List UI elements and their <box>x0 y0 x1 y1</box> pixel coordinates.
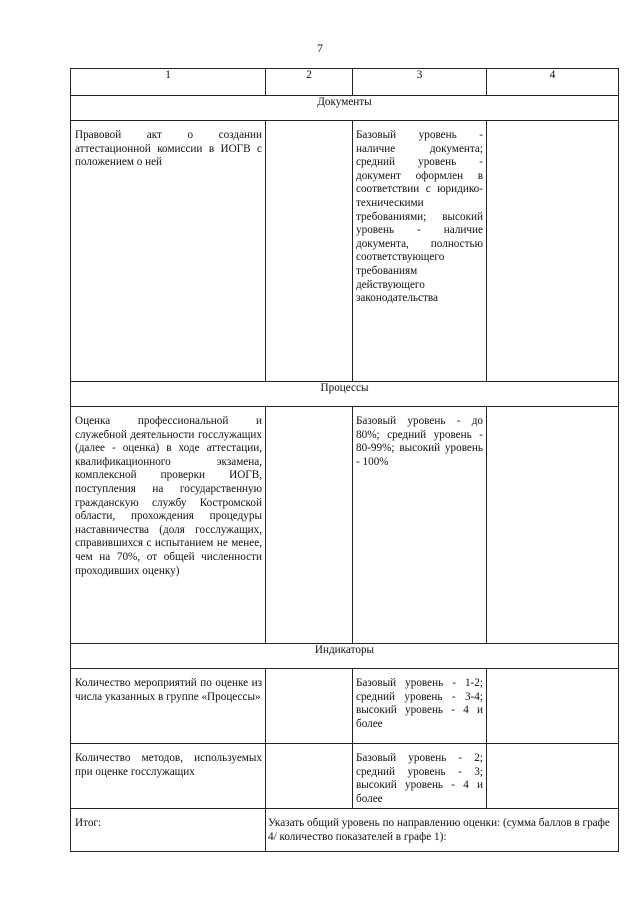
table-row <box>71 744 619 809</box>
empty-cell <box>266 669 353 744</box>
assessment-table <box>70 68 619 852</box>
table-row <box>71 407 619 644</box>
criterion-cell <box>71 744 266 809</box>
criterion-text: Правовой акт о создании аттестационной комиссии в ИОГВ с положением о ней <box>75 129 262 169</box>
table-header-row <box>71 69 619 96</box>
total-text: Указать общий уровень по направлению оценки: (сумма баллов в графе 4/ количество показателей в графе 1): <box>268 817 610 843</box>
column-header-1: 1 <box>71 69 266 96</box>
criterion-cell <box>71 407 266 644</box>
score-cell <box>487 669 619 744</box>
levels-text: Базовый уровень - 2; средний уровень - 3; высокий уровень - 4 и более <box>356 752 483 805</box>
empty-cell <box>266 744 353 809</box>
page-number: 7 <box>317 41 323 55</box>
section-row-documents <box>71 96 619 121</box>
criterion-text: Оценка профессиональной и служебной деятельности госслужащих (далее - оценка) в ходе аттестации, квалификационного экзамена, комплексной проверки ИОГВ, поступления на государственную гражданскую службу Костромской области, прохождения процедуры наставничества (доля госслужащих, справившихся с испытанием не менее, чем на 70%, от общей численности проходивших оценку) <box>75 415 262 577</box>
score-cell <box>487 744 619 809</box>
total-row <box>71 809 619 852</box>
levels-cell <box>353 744 487 809</box>
section-row-indicators <box>71 644 619 669</box>
total-text-cell <box>266 809 619 852</box>
column-header-2: 2 <box>266 69 353 96</box>
levels-text: Базовый уровень - 1-2; средний уровень - 3-4; высокий уровень - 4 и более <box>356 677 483 730</box>
criterion-text: Количество методов, используемых при оценке госслужащих <box>75 752 262 778</box>
table-row <box>71 669 619 744</box>
table-row <box>71 121 619 382</box>
section-row-processes <box>71 382 619 407</box>
criterion-cell <box>71 121 266 382</box>
levels-text: Базовый уровень - до 80%; средний уровень - 80-99%; высокий уровень - 100% <box>356 415 483 468</box>
levels-text: Базовый уровень - наличие документа; средний уровень - документ оформлен в соответствии с юридико-техническими требованиями; высокий уровень - наличие документа, полностью соответствующего требованиям действующего законодательства <box>356 129 483 305</box>
section-title-indicators: Индикаторы <box>71 644 619 669</box>
column-header-4: 4 <box>487 69 619 96</box>
section-title-processes: Процессы <box>71 382 619 407</box>
score-cell <box>487 121 619 382</box>
total-label-cell <box>71 809 266 852</box>
levels-cell <box>353 669 487 744</box>
criterion-cell <box>71 669 266 744</box>
levels-cell <box>353 121 487 382</box>
levels-cell <box>353 407 487 644</box>
empty-cell <box>266 407 353 644</box>
score-cell <box>487 407 619 644</box>
criterion-text: Количество мероприятий по оценке из числа указанных в группе «Процессы» <box>75 677 262 703</box>
section-title-documents: Документы <box>71 96 619 121</box>
empty-cell <box>266 121 353 382</box>
column-header-3: 3 <box>353 69 487 96</box>
total-label: Итог: <box>75 817 102 830</box>
